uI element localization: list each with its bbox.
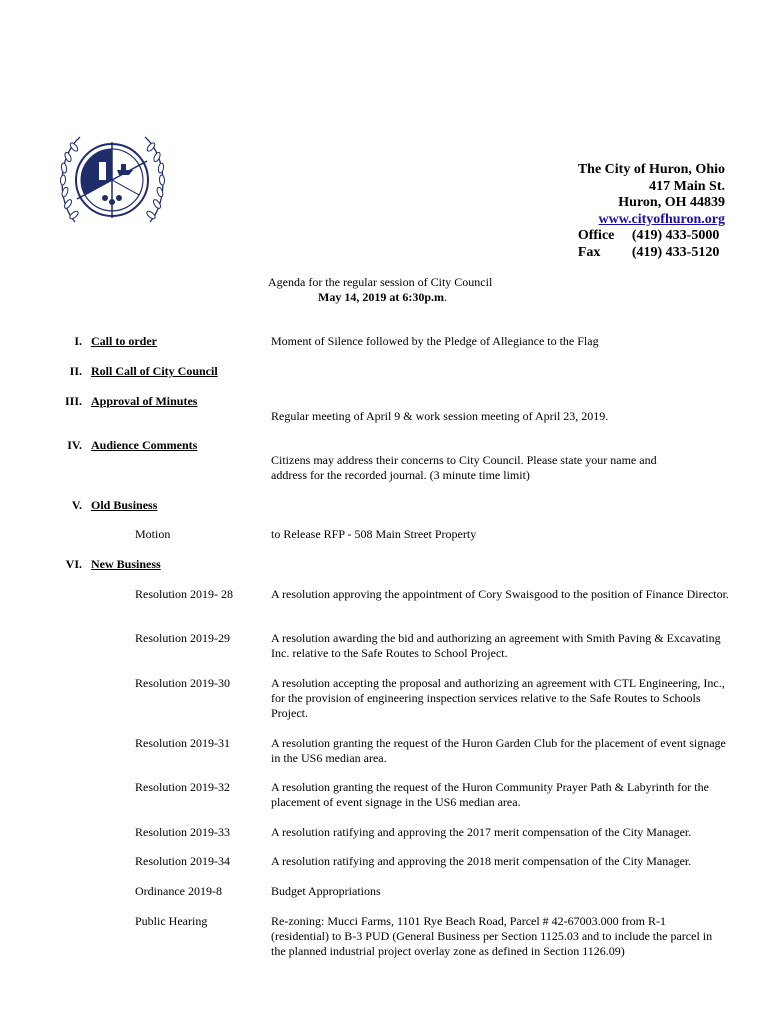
item-description: Re-zoning: Mucci Farms, 1101 Rye Beach Road, Parcel # 42-67003.000 from R-1 (residential) to B-3 PUD (General Business per Section 1125.03 and to include the parcel in the planned industrial project overlay zone as defined in Section 1126.09) bbox=[271, 914, 713, 958]
item-label: Resolution 2019-32 bbox=[135, 780, 230, 794]
section-label: Call to order bbox=[91, 334, 157, 348]
item-description: A resolution accepting the proposal and authorizing an agreement with CTL Engineering, Inc., for the provision of engineering inspection services relative to the Safe Routes to Schools Project. bbox=[271, 676, 725, 720]
meeting-date: May 14, 2019 at 6:30p.m bbox=[318, 290, 444, 304]
city-state-zip: Huron, OH 44839 bbox=[618, 195, 725, 210]
street-address: 417 Main St. bbox=[649, 178, 725, 194]
section-number: IV. bbox=[67, 438, 82, 452]
city-seal-icon bbox=[55, 122, 170, 240]
section-description: Regular meeting of April 9 & work session meeting of April 23, 2019. bbox=[271, 409, 609, 423]
item-description: A resolution ratifying and approving the 2018 merit compensation of the City Manager. bbox=[271, 854, 692, 868]
section-number: III. bbox=[64, 394, 82, 408]
section-number: VI. bbox=[65, 557, 82, 571]
office-phone: (419) 433-5000 bbox=[631, 228, 720, 243]
section-number: V. bbox=[71, 498, 82, 512]
section-old-business bbox=[52, 498, 157, 513]
item-label: Public Hearing bbox=[135, 914, 208, 928]
fax-label: Fax bbox=[577, 244, 601, 260]
section-description: Citizens may address their concerns to City Council. Please state your name and address for the recorded journal. (3 minute time limit) bbox=[271, 453, 657, 482]
meeting-date-line bbox=[268, 290, 492, 305]
item-label: Resolution 2019-30 bbox=[135, 676, 230, 690]
item-label: Resolution 2019-31 bbox=[135, 736, 230, 750]
section-audience-comments bbox=[52, 438, 197, 453]
item-label: Motion bbox=[135, 527, 171, 541]
item-label: Resolution 2019-33 bbox=[135, 825, 230, 839]
section-label: Approval of Minutes bbox=[91, 394, 198, 408]
item-label: Resolution 2019-29 bbox=[135, 631, 230, 645]
section-label: New Business bbox=[91, 557, 161, 571]
city-seal bbox=[55, 122, 170, 240]
item-label: Resolution 2019- 28 bbox=[135, 587, 233, 601]
section-label: Audience Comments bbox=[91, 438, 198, 452]
section-number: II. bbox=[69, 364, 82, 378]
item-description: A resolution approving the appointment of Cory Swaisgood to the position of Finance Director. bbox=[271, 587, 729, 601]
office-phone-row bbox=[578, 228, 725, 245]
section-call-to-order bbox=[52, 334, 157, 349]
section-label: Old Business bbox=[91, 498, 158, 512]
city-header bbox=[578, 162, 725, 261]
website-link[interactable]: www.cityofhuron.org bbox=[598, 211, 725, 227]
agenda-title-block bbox=[268, 275, 492, 305]
item-description: A resolution awarding the bid and authorizing an agreement with Smith Paving & Excavating Inc. relative to the Safe Routes to School Project. bbox=[271, 631, 721, 660]
fax-phone: (419) 433-5120 bbox=[631, 244, 720, 260]
section-approval-of-minutes bbox=[52, 394, 197, 409]
section-description: Moment of Silence followed by the Pledge of Allegiance to the Flag bbox=[271, 334, 599, 348]
office-label: Office bbox=[577, 228, 615, 243]
agenda-title: Agenda for the regular session of City Council bbox=[268, 275, 493, 289]
section-label: Roll Call of City Council bbox=[91, 364, 218, 378]
item-description: A resolution ratifying and approving the 2017 merit compensation of the City Manager. bbox=[271, 825, 692, 839]
item-label: Resolution 2019-34 bbox=[135, 854, 230, 868]
fax-row bbox=[578, 245, 725, 262]
item-description: A resolution granting the request of the Huron Garden Club for the placement of event signage in the US6 median area. bbox=[271, 736, 726, 765]
item-description: to Release RFP - 508 Main Street Property bbox=[271, 527, 477, 541]
item-description: A resolution granting the request of the Huron Community Prayer Path & Labyrinth for the placement of event signage in the US6 median area. bbox=[271, 780, 709, 809]
item-description: Budget Appropriations bbox=[271, 884, 381, 898]
item-label: Ordinance 2019-8 bbox=[135, 884, 222, 898]
section-number: I. bbox=[74, 334, 82, 348]
city-name: The City of Huron, Ohio bbox=[577, 162, 725, 177]
section-roll-call bbox=[52, 364, 218, 379]
meeting-date-suffix: . bbox=[444, 290, 447, 304]
section-new-business bbox=[52, 557, 161, 572]
